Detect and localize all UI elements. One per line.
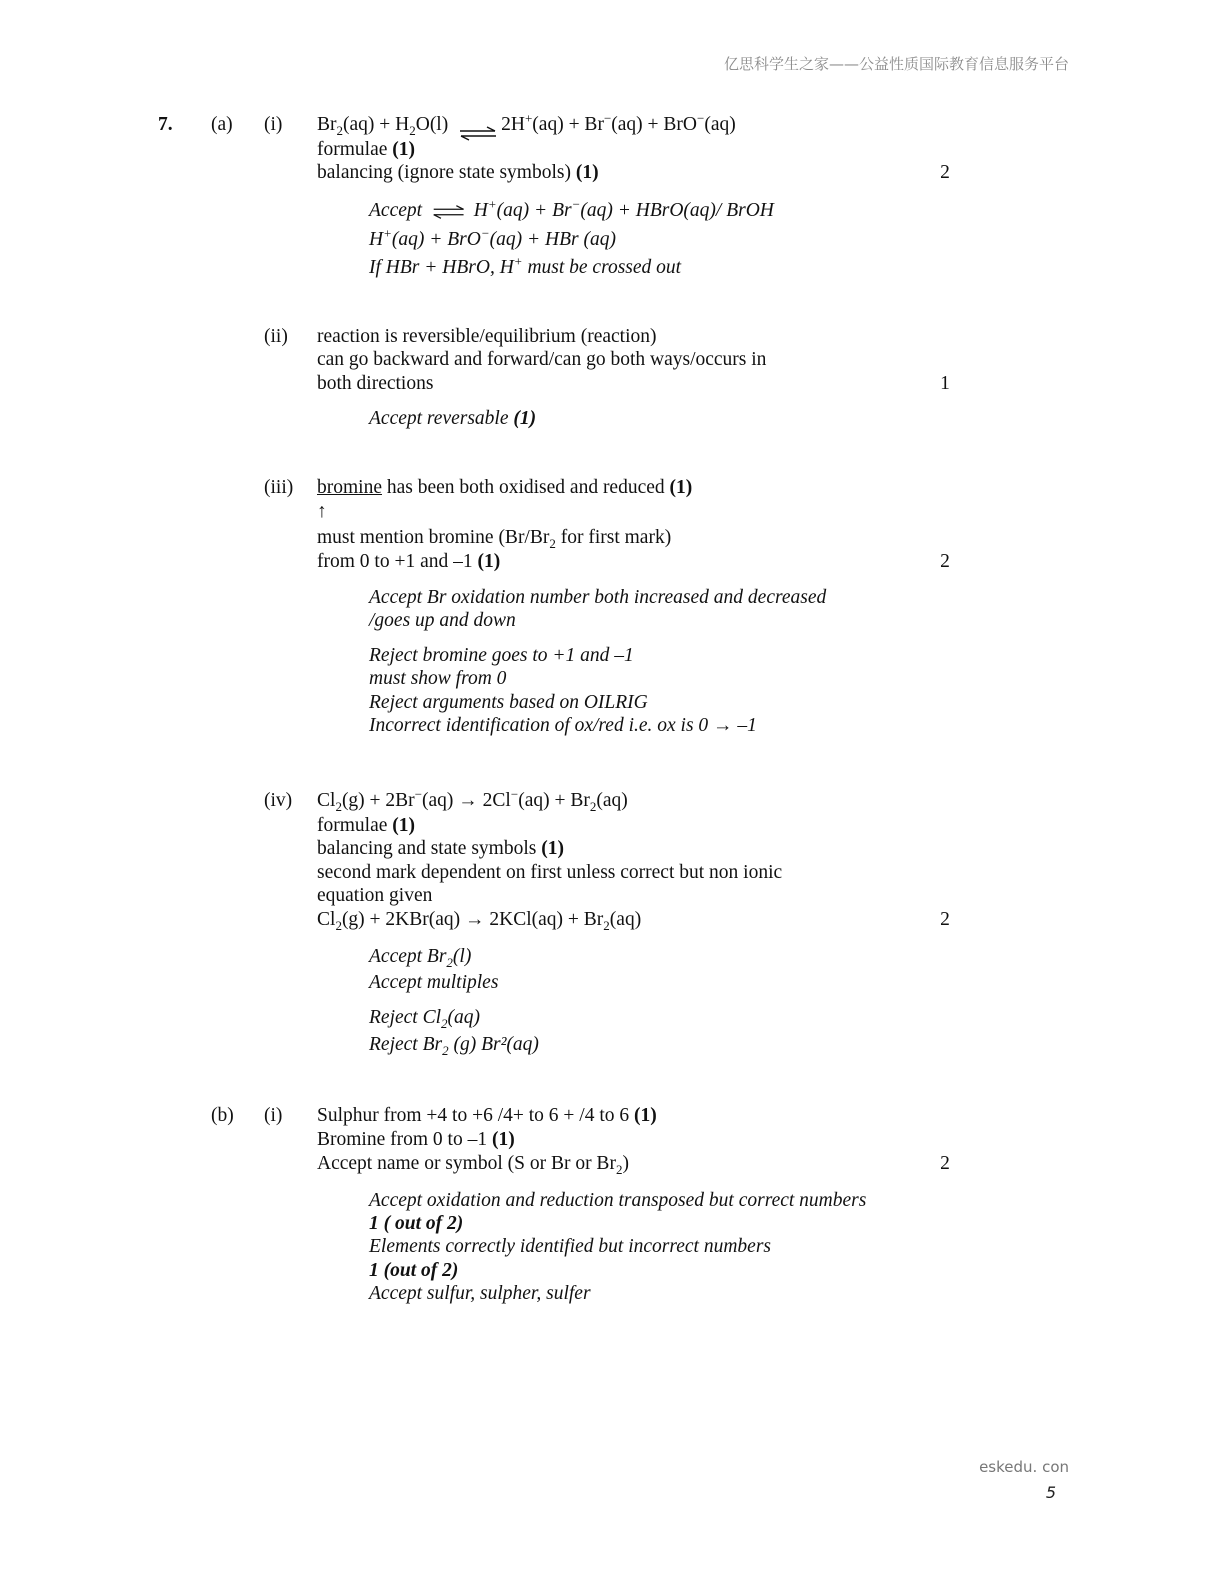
b-i-marks: 2	[940, 1153, 950, 1174]
a-iii-note-6: Incorrect identification of ox/red i.e. ox is 0 → –1	[369, 715, 757, 736]
a-iii-note-3: Reject bromine goes to +1 and –1	[369, 645, 634, 666]
b-i-line-2: Bromine from 0 to –1 (1)	[317, 1129, 515, 1150]
b-i-label: (i)	[264, 1105, 283, 1126]
a-iv-line-4: second mark dependent on first unless correct but non ionic	[317, 862, 783, 883]
equilibrium-arrow-icon	[457, 126, 499, 142]
a-iv-note-2: Accept multiples	[369, 972, 499, 993]
a-iv-note-1: Accept $Br_2(l)$	[369, 946, 472, 970]
a-i-formulae-line: formulae (1)	[317, 139, 416, 160]
a-i-note-2: H+(aq) + BrO−(aq) + HBr (aq)	[369, 225, 616, 250]
b-i-note-1: Accept oxidation and reduction transposed but correct numbers	[369, 1190, 867, 1211]
a-ii-line-2: can go backward and forward/can go both ways/occurs in	[317, 349, 767, 370]
page-number: 5	[1045, 1483, 1056, 1502]
b-i-line-3: Accept name or symbol (S or Br or $Br_2$)	[317, 1153, 629, 1177]
a-iv-marks: 2	[940, 909, 950, 930]
a-iii-note-1: Accept Br oxidation number both increased and decreased	[369, 587, 827, 608]
a-iv-formulae-line: formulae (1)	[317, 815, 416, 836]
header-site-text: 亿思科学生之家——公益性质国际教育信息服务平台	[723, 55, 1069, 73]
a-iv-note-3: Reject $Cl_2(aq)$	[369, 1007, 481, 1031]
a-i-marks: 2	[940, 162, 950, 183]
b-i-line-1: Sulphur from +4 to +6 /4+ to 6 + /4 to 6 (1)	[317, 1105, 657, 1126]
a-ii-line-3: both directions	[317, 373, 434, 394]
a-iii-marks: 2	[940, 551, 950, 572]
a-iv-label: (iv)	[264, 790, 293, 811]
b-i-note-4: 1 (out of 2)	[369, 1260, 459, 1281]
equilibrium-arrow-icon	[431, 204, 469, 220]
a-i-note-3: If HBr + HBrO, H+ must be crossed out	[369, 253, 682, 278]
a-iv-line-5: equation given	[317, 885, 433, 906]
b-i-note-3: Elements correctly identified but incorrect numbers	[369, 1236, 771, 1257]
question-number: 7.	[158, 114, 173, 135]
part-a-label: (a)	[211, 114, 233, 135]
a-i-balancing-line: balancing (ignore state symbols) (1)	[317, 162, 599, 183]
a-ii-note: Accept reversable (1)	[369, 408, 537, 429]
a-ii-line-1: reaction is reversible/equilibrium (reaction)	[317, 326, 657, 347]
b-i-note-2: 1 ( out of 2)	[369, 1213, 464, 1234]
a-ii-label: (ii)	[264, 326, 288, 347]
a-iii-line-4: from 0 to +1 and –1 (1)	[317, 551, 501, 572]
a-iv-note-4: Reject $Br_2$ (g) Br²(aq)	[369, 1034, 539, 1058]
a-i-note-1: Accept H+(aq) + Br−(aq) + HBrO(aq)/ BrOH	[369, 196, 774, 221]
a-iv-equation: $Cl_2(g) + 2Br^-(aq) \to 2Cl^-(aq) + Br_2(aq)$	[317, 786, 628, 814]
a-iv-line-6: $Cl_2(g) + 2KBr(aq) \to 2KCl(aq) + Br_2(aq)$	[317, 909, 642, 933]
a-iii-note-4: must show from 0	[369, 668, 507, 689]
a-iii-note-2: /goes up and down	[369, 610, 516, 631]
a-ii-marks: 1	[940, 373, 950, 394]
a-iii-line-3: must mention bromine ($Br/Br_2$ for first mark)	[317, 527, 672, 551]
a-iii-line-1: bromine has been both oxidised and reduced (1)	[317, 477, 693, 498]
up-arrow-icon: ↑	[317, 501, 327, 522]
a-iii-label: (iii)	[264, 477, 294, 498]
a-iii-note-5: Reject arguments based on OILRIG	[369, 692, 648, 713]
footer-site-text: eskedu. con	[979, 1458, 1069, 1476]
a-iv-balancing-line: balancing and state symbols (1)	[317, 838, 564, 859]
part-b-label: (b)	[211, 1105, 234, 1126]
b-i-note-5: Accept sulfur, sulpher, sulfer	[369, 1283, 591, 1304]
a-i-equation: $Br_2(aq) + H_2O(l) 2H^+(aq) + Br^-(aq) + BrO^-(aq)$	[317, 113, 736, 137]
a-i-label: (i)	[264, 114, 283, 135]
